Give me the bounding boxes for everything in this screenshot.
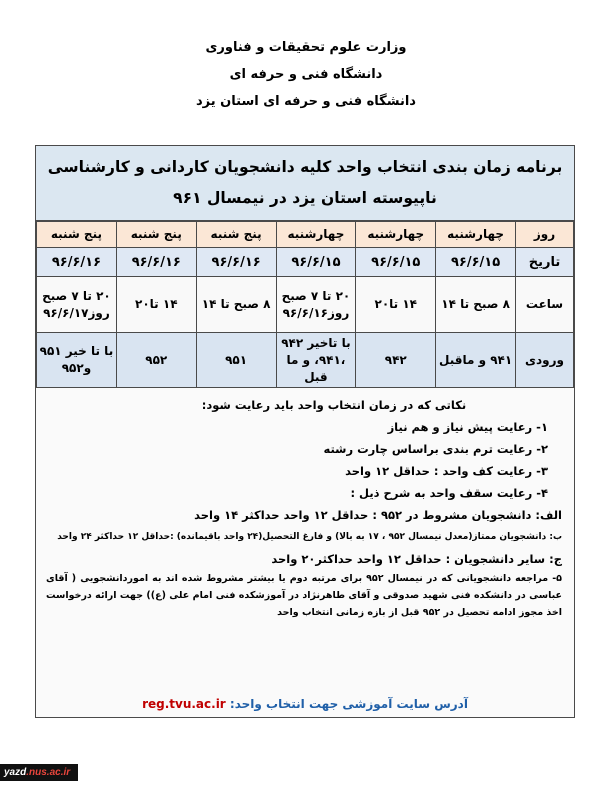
table-row-hours: [37, 277, 574, 333]
header-line-yazd: دانشگاه فنی و حرفه ای استان یزد: [196, 94, 416, 109]
table-row-dates: [37, 248, 574, 277]
site-watermark-logo: [0, 764, 78, 781]
row-label-date: تاریخ: [516, 248, 574, 277]
cell-day: چهارشنبه: [436, 222, 516, 248]
schedule-title: [36, 146, 574, 221]
table-row-entry: [37, 333, 574, 388]
footer-label: آدرس سایت آموزشی جهت انتخاب واحد:: [229, 697, 468, 711]
notes-section: [36, 388, 574, 621]
cell-time: ۸ صبح تا ۱۴: [196, 277, 276, 333]
registration-site-footer: [36, 694, 574, 714]
cell-day: چهارشنبه: [276, 222, 356, 248]
cell-day: پنج شنبه: [37, 222, 117, 248]
cell-entry: ۹۵۲: [116, 333, 196, 388]
cell-date: ۹۶/۶/۱۵: [276, 248, 356, 277]
notes-intro: نکاتی که در زمان انتخاب واحد باید رعایت شود:: [201, 398, 467, 412]
note-item-5: ۵- مراجعه دانشجویانی که در نیمسال ۹۵۲ برای مرتبه دوم یا بیشتر مشروط شده اند به اموردانشجویی ( آقای عباسی در دانشکده فنی شهید صدوقی و آقای طاهرنژاد در آموزشکده فنی امام علی (ع)) جهت ارائه درخواست اخذ مجوز ادامه تحصیل در ۹۵۲ قبل از بازه زمانی انتخاب واحد: [46, 573, 562, 618]
cell-date: ۹۶/۶/۱۶: [37, 248, 117, 277]
cell-day: پنج شنبه: [196, 222, 276, 248]
note-alef: الف: دانشجویان مشروط در ۹۵۲ : حداقل ۱۲ واحد حداکثر ۱۴ واحد: [194, 508, 562, 522]
cell-day: چهارشنبه: [356, 222, 436, 248]
note-item: ۳- رعایت کف واحد : حداقل ۱۲ واحد: [345, 464, 548, 478]
cell-entry: با تاخیر ۹۴۲ ،۹۴۱، و ما قبل: [276, 333, 356, 388]
note-item: ۲- رعایت ترم بندی براساس چارت رشته: [323, 442, 548, 456]
schedule-document: [35, 145, 575, 718]
note-item: ۱- رعایت پیش نیاز و هم نیاز: [387, 420, 548, 434]
note-be: ب: دانشجویان ممتاز(معدل نیمسال ۹۵۲ ، ۱۷ به بالا) و فارغ التحصیل(۲۴ واحد باقیمانده) :حداقل ۱۲ حداکثر ۲۴ واحد: [57, 532, 562, 542]
title-line-1: برنامه زمان بندی انتخاب واحد کلیه دانشجویان کاردانی و کارشناسی: [47, 158, 563, 176]
cell-entry: ۹۴۲: [356, 333, 436, 388]
registration-url-link[interactable]: reg.tvu.ac.ir: [142, 697, 226, 711]
title-line-2: ناپیوسته استان یزد در نیمسال ۹۶۱: [173, 189, 437, 207]
note-jim: ج: سایر دانشجویان : حداقل ۱۲ واحد حداکثر۲۰ واحد: [271, 552, 562, 566]
cell-time: ۲۰ تا ۷ صبح روز۹۶/۶/۱۶: [276, 277, 356, 333]
cell-entry: ۹۵۱: [196, 333, 276, 388]
schedule-table: [36, 221, 574, 388]
header-line-university: دانشگاه فنی و حرفه ای: [229, 67, 383, 82]
ministry-header: [0, 34, 612, 115]
cell-date: ۹۶/۶/۱۵: [436, 248, 516, 277]
note-item: ۴- رعایت سقف واحد به شرح ذیل :: [350, 486, 548, 500]
cell-time: ۸ صبح تا ۱۴: [436, 277, 516, 333]
table-row-days: [37, 222, 574, 248]
cell-entry: با تا خیر ۹۵۱ و۹۵۲: [37, 333, 117, 388]
cell-day: پنج شنبه: [116, 222, 196, 248]
cell-date: ۹۶/۶/۱۵: [356, 248, 436, 277]
header-line-ministry: وزارت علوم تحقیقات و فناوری: [205, 40, 407, 55]
cell-time: ۱۴ تا۲۰: [356, 277, 436, 333]
logo-text: yazd: [4, 767, 27, 778]
cell-time: ۲۰ تا ۷ صبح روز۹۶/۶/۱۷: [37, 277, 117, 333]
cell-entry: ۹۴۱ و ماقبل: [436, 333, 516, 388]
row-label-time: ساعت: [516, 277, 574, 333]
cell-date: ۹۶/۶/۱۶: [196, 248, 276, 277]
logo-domain: .nus.ac.ir: [26, 767, 71, 778]
row-label-day: روز: [516, 222, 574, 248]
row-label-entry: ورودی: [516, 333, 574, 388]
cell-date: ۹۶/۶/۱۶: [116, 248, 196, 277]
cell-time: ۱۴ تا۲۰: [116, 277, 196, 333]
